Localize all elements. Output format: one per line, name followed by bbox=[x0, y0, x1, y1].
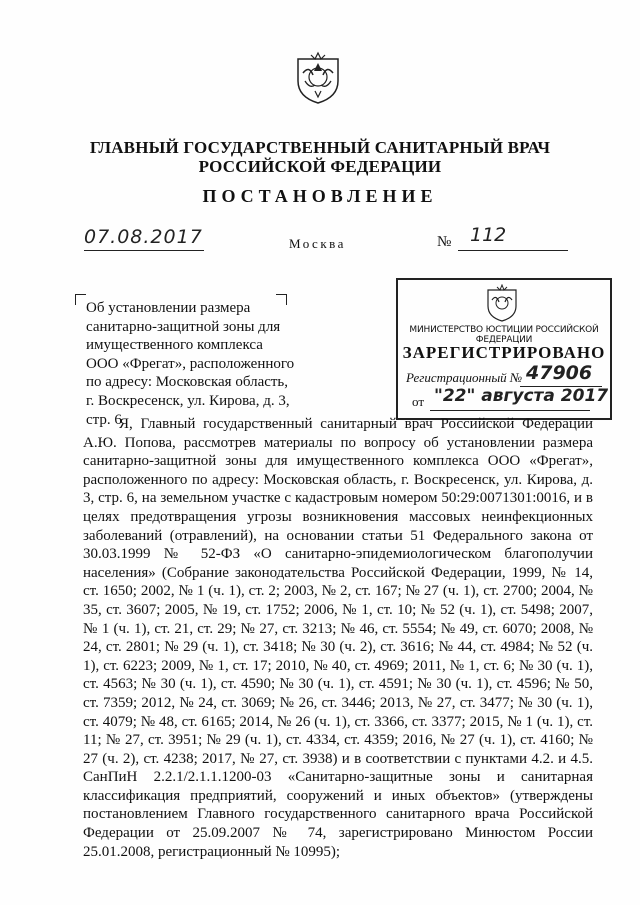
number-sign: № bbox=[437, 234, 452, 250]
authority-line-2: РОССИЙСКОЙ ФЕДЕРАЦИИ bbox=[198, 157, 442, 176]
subject-bracket-left bbox=[75, 294, 86, 305]
stamp-reg-number: 47906 bbox=[526, 362, 593, 384]
stamp-reg-number-label: Регистрационный № bbox=[406, 370, 523, 385]
subject-line: Об установлении размера bbox=[86, 300, 251, 316]
body-paragraph: Я, Главный государственный санитарный врач Российской Федерации А.Ю. Попова, рассмотрев материалы по вопросу об установлении размера санитарно-защитной зоны для имущественного комплекса ООО «Фрегат», расположенного по адресу: Московская область, г. Воскресенск, ул. Кирова, д. 3, стр. 6, на земельном участке с кадастровым номером 50:29:0071301:0016, и в целях предотвращения угрозы возникновения массовых неинфекционных заболеваний (отравлений), на основании статьи 51 Федерального закона от 30.03.1999 № 52-ФЗ «О санитарно-эпидемиологическом благополучии населения» (Собрание законодательства Российской Федерации, 1999, № 14, ст. 1650; 2002, № 1 (ч. 1), ст. 2; 2003, № 2, ст. 167; № 27 (ч. 1), ст. 2700; 2004, № 35, ст. 3607; 2005, № 19, ст. 1752; 2006, № 1, ст. 10; № 52 (ч. 1), ст. 5498; 2007, № 1 (ч. 1), ст. 21, ст. 29; № 27, ст. 3213; № 46, ст. 5554; № 49, ст. 6070; 2008, № 24, ст. 2801; № 29 (ч. 1), ст. 3418; № 30 (ч. 2), ст. 3616; № 44, ст. 4984; № 52 (ч. 1), ст. 6223; 2009, № 1, ст. 17; 2010, № 40, ст. 4969; 2011, № 1, ст. 6; № 30 (ч. 1), ст. 4563; № 30 (ч. 1), ст. 4590; № 30 (ч. 1), ст. 4591; № 30 (ч. 1), ст. 4596; № 50, ст. 7359; 2012, № 24, ст. 3069; № 26, ст. 3446; 2013, № 27, ст. 3477; № 30 (ч. 1), ст. 4079; № 48, ст. 6165; 2014, № 26 (ч. 1), ст. 3366, ст. 3377; 2015, № 1 (ч. 1), ст. 11; № 27, ст. 3951; № 29 (ч. 1), ст. 4334, ст. 4359; 2016, № 27 (ч. 1), ст. 4160; № 27 (ч. 2), ст. 4238; 2017, № 27, ст. 3938) и в соответствии с пунктами 4.2. и 4.5. СанПиН 2.2.1/2.1.1.1200-03 «Санитарно-защитные зоны и санитарная классификация предприятий, сооружений и иных объектов» (утверждены постановлением Главного государственного санитарного врача Российской Федерации от 25.09.2007 № 74, зарегистрировано Минюстом России 25.01.2008, регистрационный № 10995); bbox=[83, 416, 593, 860]
registration-stamp bbox=[396, 278, 612, 420]
stamp-date-underline bbox=[430, 410, 590, 411]
issuing-authority bbox=[0, 138, 640, 176]
stamp-reg-date: "22" августа 2017 bbox=[434, 386, 609, 406]
date-underline bbox=[84, 250, 204, 251]
subject-line: имущественного комплекса bbox=[86, 337, 263, 354]
authority-line-1: ГЛАВНЫЙ ГОСУДАРСТВЕННЫЙ САНИТАРНЫЙ ВРАЧ bbox=[89, 138, 551, 157]
stamp-from-label: от bbox=[412, 394, 425, 409]
handwritten-date: 07.08.2017 bbox=[84, 226, 203, 248]
number-underline bbox=[458, 250, 568, 251]
stamp-ministry: МИНИСТЕРСТВО ЮСТИЦИИ РОССИЙСКОЙ ФЕДЕРАЦИИ bbox=[409, 325, 599, 345]
subject-block bbox=[86, 299, 316, 429]
coat-of-arms-emblem bbox=[293, 51, 343, 105]
subject-line: г. Воскресенск, ул. Кирова, д. 3, стр. 6 bbox=[86, 392, 290, 428]
stamp-emblem-icon bbox=[484, 284, 520, 322]
city-label: Москва bbox=[289, 236, 346, 251]
document-type-title: ПОСТАНОВЛЕНИЕ bbox=[202, 186, 438, 206]
subject-line: по адресу: Московская область, bbox=[86, 374, 289, 391]
subject-line: санитарно-защитной зоны для bbox=[86, 318, 281, 335]
handwritten-number: 112 bbox=[470, 224, 507, 246]
stamp-registered: ЗАРЕГИСТРИРОВАНО bbox=[402, 343, 606, 362]
subject-line: ООО «Фрегат», расположенного bbox=[86, 355, 295, 372]
